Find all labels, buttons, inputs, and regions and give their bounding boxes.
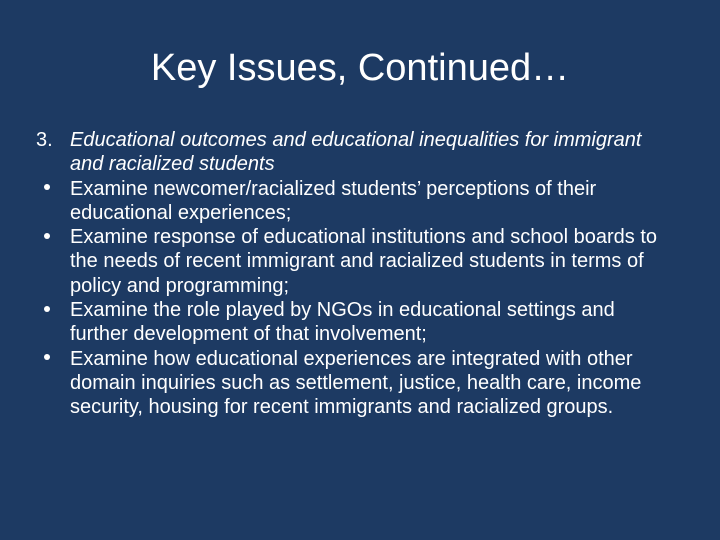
- slide-body: [36, 128, 676, 420]
- bullet-text: Examine response of educational institutions and school boards to the needs of recent immigrant and racialized students in terms of policy and programming;: [70, 226, 658, 297]
- bullet-item-2: [36, 225, 676, 298]
- bullet-text: Examine how educational experiences are integrated with other domain inquiries such as settlement, justice, health care, income security, housing for recent immigrants and racialized groups.: [70, 347, 642, 419]
- bullet-text: Examine the role played by NGOs in educational settings and further development of that involvement;: [70, 299, 615, 346]
- bullet-item-3: [36, 298, 676, 347]
- bullet-item-4: [36, 347, 676, 420]
- bullet-item-1: [36, 177, 676, 226]
- slide-title: Key Issues, Continued…: [150, 47, 570, 89]
- numbered-item-text: Educational outcomes and educational inequalities for immigrant and racialized students: [70, 129, 642, 176]
- item-number: 3.: [36, 129, 53, 151]
- bullet-icon: [36, 177, 66, 201]
- bullet-icon: [36, 298, 66, 322]
- bullet-icon: [36, 347, 66, 371]
- bullet-text: Examine newcomer/racialized students’ perceptions of their educational experiences;: [70, 177, 597, 224]
- bullet-icon: [36, 225, 66, 249]
- numbered-item-3: [36, 128, 676, 177]
